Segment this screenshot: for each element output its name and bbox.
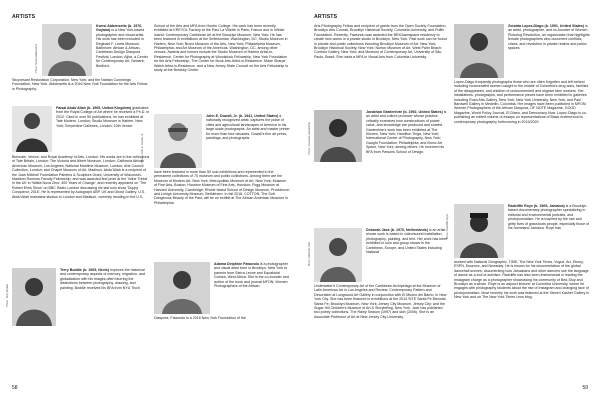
page-number: 59 <box>582 385 588 391</box>
bio-zoraida-lopez-diago <box>508 24 590 78</box>
artist-name: Faisal Abdu'Allah <box>56 106 86 110</box>
bio-zoraida-lopez-diago-cont: Lopez-Diago frequently photographs those who are often forgotten and left behind including incarcerated women caught in the middle of Colombia's drug wars, families of the disappeared, and children of undocumented and migrant farm workers. Her installations, photographs, and performance pieces have been exhibited in galleries including Rush Arts Gallery, New York; New York University, New York; and Paul Bardwell Gallery in Medellin, Colombia. Her images have been published in MFON: Women Photographers of the African Diaspora, OF NOTE Magazine, GOOD Magazine, World Policy Journal, El Diario, and Democracy Now. Lopez-Diago is co-publishing an edited volume of essays on representations of Black motherhood in contemporary photography forthcoming in 2019/2020. <box>454 80 589 124</box>
artist-bio: is a New York-based photographer and visual artist. His work has been included in Reginald F. Lewis Museum, Baltimore; African & African-Caribbean Design Diaspora Festival, London; Aljira, a Center for Contemporary Art, Newark; Bedford- <box>96 28 148 68</box>
bio-adama-delphine-fawundu <box>214 262 290 314</box>
artist-name: Kwesi Abbensetts <box>96 24 127 28</box>
right-page <box>300 0 600 400</box>
bio-kwesi-abbensetts <box>96 24 149 76</box>
bio-faisal-abdu-allah <box>56 106 150 153</box>
bio-adama-delphine-fawundu-cont: Diaspora. Fawundu is a 2016 New York Foundation of the <box>154 316 246 320</box>
artist-bio: explores the historical and contemporary aspects of memory, migration, and globalization with his images often blurring the distinctions between photography, drawing, and painting. Boddie received his BFA from NYU Tisch <box>60 268 145 290</box>
artist-bio: is a photographer and visual artist born in Brooklyn, New York to parents from Sierra Leone and Equatorial Guinea, West Africa. She is the co-founder and author of the book and journal MFON: Women Photographers of the African <box>214 262 289 289</box>
bio-adama-delphine-fawundu-end: Arts Photography Fellow and recipient of grants from the Open Society Foundation, Brooklyn Arts Council, Brooklyn Historical Society, Columbia University, and Puffin Foundation. Recently, Fawundu was awarded the BRIClawnspace residency to create new works in a private studio in Brooklyn, New York. Past work can be found in private and public collections including Brooklyn Museum of Art, New York; Brooklyn Historical Society, New York; Norton Museum of Art, West Palm Beach; Corridor Gallery, New York; and Museum of Contemporary Art, University of São Paulo, Brazil. She holds a MFA in Visual Arts from Columbia University. <box>314 24 447 59</box>
artist-lifespan: (b. 1976, Guyana) <box>96 24 143 33</box>
artist-lifespan: (b. 1969, Jamaica) <box>533 204 565 208</box>
bio-terry-boddie <box>60 268 150 326</box>
artist-lifespan: (b. 1965, Nevis) <box>82 268 110 272</box>
artist-bio: is an artist, photographer, and co-founder of Women Picturing Revolution, an organization that highlights female photographers who document conflicts, crises, and revolution in private realms and public spaces. <box>508 24 590 51</box>
artist-bio: a nationally recognized artist, captures the pulse of cities and agricultural landscapes of America in his large-scale photographs. An artist and master printer for more than four decades, Dowell's fine art prints, paintings, and photographs <box>206 114 290 141</box>
bio-deborah-jack <box>366 228 448 282</box>
section-header: ARTISTS <box>314 14 338 20</box>
artist-lifespan: (b. 1969, United Kingdom) <box>86 106 132 110</box>
photo-credit: Photo: Kwesi Abbensetts <box>35 44 38 73</box>
portrait-john-e-dowell <box>154 114 202 168</box>
bio-radcliffe-roye <box>508 204 590 258</box>
artist-lifespan: (b. 1992, United States) <box>403 110 443 114</box>
artist-name: Adama Delphine Fawundu <box>214 262 259 266</box>
artist-name: Zoraida Lopez-Diago <box>508 24 544 28</box>
artist-lifespan: (b. 1941, United States) <box>238 114 279 118</box>
photo-credit: Photo: Terry Boddie <box>6 284 9 307</box>
artist-name: Jonathan Gardenhire <box>366 110 403 114</box>
bio-faisal-abdu-allah-cont: Biennale, Venice; and Royal Academy of Arts, London. His works are in the collections of Tate Britain, London; The Victoria and Albert Museum, London; California African American Museum, Los Angeles; National Maritime Museum, London; Arts Council Collection, London; and Chapel Museum of Art, Madison. Abdu'Allah is a recipient of the Joan Mitchell Foundation Painters & Sculptors Grant, University of Wisconsin-Madison Romnes Faculty Fellowship, and was awarded first prize at the 'Inline Trinial' in the UK in 'Watta Nova Zero: 400 Years of Change', and recently appeared on 'The Robert Elms Show' on BBC Radio London discussing his last solo show 'Duppy Conqueror, 2016'. He is represented by Autograph ABP, UK and Ghost Gallery, U.S. Abdu'Allah maintains studios in London and Madison, currently residing in the U.S. <box>12 155 150 199</box>
photo-credit: Photo: Radcliffe Roye <box>446 214 449 240</box>
photo-credit: Photo: Deborah Jack <box>308 242 311 267</box>
artist-bio: graduated from the Royal College of Art where he received a Ph.D. in 2012. Cited in over 50 publications, he has exhibited at Tate Modern, London; Studio Museum in Harlem, New York; Serpentine Galleries, London; 10th Venice <box>56 106 150 128</box>
artist-name: John E. Dowell, Jr. <box>206 114 238 118</box>
portrait-terry-boddie <box>12 268 56 326</box>
bio-kwesi-abbensetts-cont: Stuyvesant Restoration Corporation, New York; and the Nathan Cummings Foundation, New York. Abbensetts is a 2016 New York Foundation for the Arts Fellow in Photography. <box>12 78 148 91</box>
artist-name: Radcliffe Roye <box>508 204 533 208</box>
artist-lifespan: (b. 1991, United States) <box>544 24 585 28</box>
bio-john-e-dowell <box>206 114 290 168</box>
bio-deborah-jack-cont: Underwater's Contemporary Art of the Caribbean Archipelago at the Museum of Latin American Art in Los Angeles and Review: Contemporary Pattern and Decoration at Longwood Art Gallery in conjunction with El Museo del Barrio, in New York City. She has been featured in exhibitions at the 2014 SITE Santa Fe Biennial, Santa Fe; Brooklyn Museum, New York; Jersey City Museum, Jersey City; and the Sugar Hill Children's Museum of Art & Storytelling, New York. Jack has published two poetry collections, The Rainy Season (1997) and skin (2006). She is an Associate Professor of Art at New Jersey City University. <box>314 284 447 319</box>
portrait-jonathan-gardenhire <box>314 110 362 162</box>
bio-radcliffe-roye-cont: worked with National Geographic, TIME, The New York Times, Vogue, Art, Ebony, ESPN, Essence, and Newsday. He is known for his documentation of the global dancehall scenes, documenting how Jamaicans and other dancers use the language of dance as a tool of activism. Radcliffe has also been instrumental in leading the Instagram charge as a photographer showcasing his community of Bed-Stuy and Brooklyn as a whole. Roye is an adjunct lecturer at Columbia University, where he engages with photography students about the rise of Instagram and changing face of photojournalism. Most recently his work was featured at the Steven Kasher Gallery in New York and on The New York Times Lens blog. <box>454 260 590 300</box>
section-header: ARTISTS <box>12 14 36 20</box>
bio-jonathan-gardenhire <box>366 110 448 164</box>
artist-bio: is a Brooklyn-based documentary photographer specializing in editorial and environmental portraits, and photojournalism. He is inspired by the raw and gritty lives of grassroots people, especially those of his homeland Jamaica. Roye has <box>508 204 590 231</box>
artist-lifespan: (b. 1970, Netherlands) <box>390 228 428 232</box>
artist-name: Deborah Jack <box>366 228 390 232</box>
artist-bio: is an artist whose work is based in video/sound installation, photography, painting, and text. Her work has been exhibited in solo and group shows in the Caribbean, Europe, and United States including National <box>366 228 448 255</box>
bio-terry-boddie-cont: School of the Arts and MFA from Hunter College. His work has been recently exhibited at KREYOL Factory at the Parc La Villette in Paris, France and in Infinite Island: Contemporary Caribbean Art at the Brooklyn Museum, New York. He has been featured in exhibitions at the Smithsonian, Washington, DC; Studio Museum in Harlem, New York; Bronx Museum of the Arts, New York; Philadelphia Museum, Philadelphia; and Art Museum of the Americas, Washington, DC, among other venues. Awards and honors include the Studio Museum of Harlem Artist-in-Residence, Center for Photography at Woodstock Fellowship, New York Foundation for the Arts Fellowship, The Center for Book Arts Artist-in-Residence, Marie Sharpe Walsh Artist-in-Residence, and a New Jersey State Council on the Arts Fellowship to study at the Brodsky Center. <box>154 24 289 73</box>
portrait-radcliffe-roye <box>454 204 504 258</box>
artist-name: Terry Boddie <box>60 268 82 272</box>
photo-credit: Photo: John E. Dowell, Jr. <box>141 133 144 163</box>
artist-bio: is an artist and culture producer whose practice critically examines how constructions of power, value, and knowledge are produced and shared. Gardenhire's work has been exhibited at The Kitchen, New York; Hamilton Tinga, New York; International Center of Photography, New York; Gaught Foundation, Philadelphia; and Bronx Art Space, New York, among others. He received his BFA from Parsons School of Design. <box>366 110 447 154</box>
portrait-deborah-jack <box>314 228 362 282</box>
bio-john-e-dowell-cont: have been featured in more than 50 solo exhibitions and represented in the permanent collections of 70 museum and public collections. Among them are the Museum of Modern Art, New York; Metropolitan Museum of Art, New York; Museum of Fine Arts, Boston; Houston Museum of Fine Arts, Houston; Fogg Museum at Harvard University, Cambridge; Rhode Island School of Design Museum, Providence; and Lehigh University Museum, Bethlehem. In fall 2018, COTTON: The Soft Dangerous Beauty of the Past, will be on exhibit at The African American Museum in Philadelphia. <box>154 170 290 205</box>
portrait-faisal-abdu-allah <box>12 106 52 152</box>
portrait-adama-delphine-fawundu <box>154 262 210 314</box>
photo-credit: Photo: Jonathan Gardenhire <box>308 122 311 155</box>
portrait-kwesi-abbensetts <box>42 24 92 76</box>
portrait-zoraida-lopez-diago <box>454 24 504 78</box>
page-number: 58 <box>12 385 18 391</box>
